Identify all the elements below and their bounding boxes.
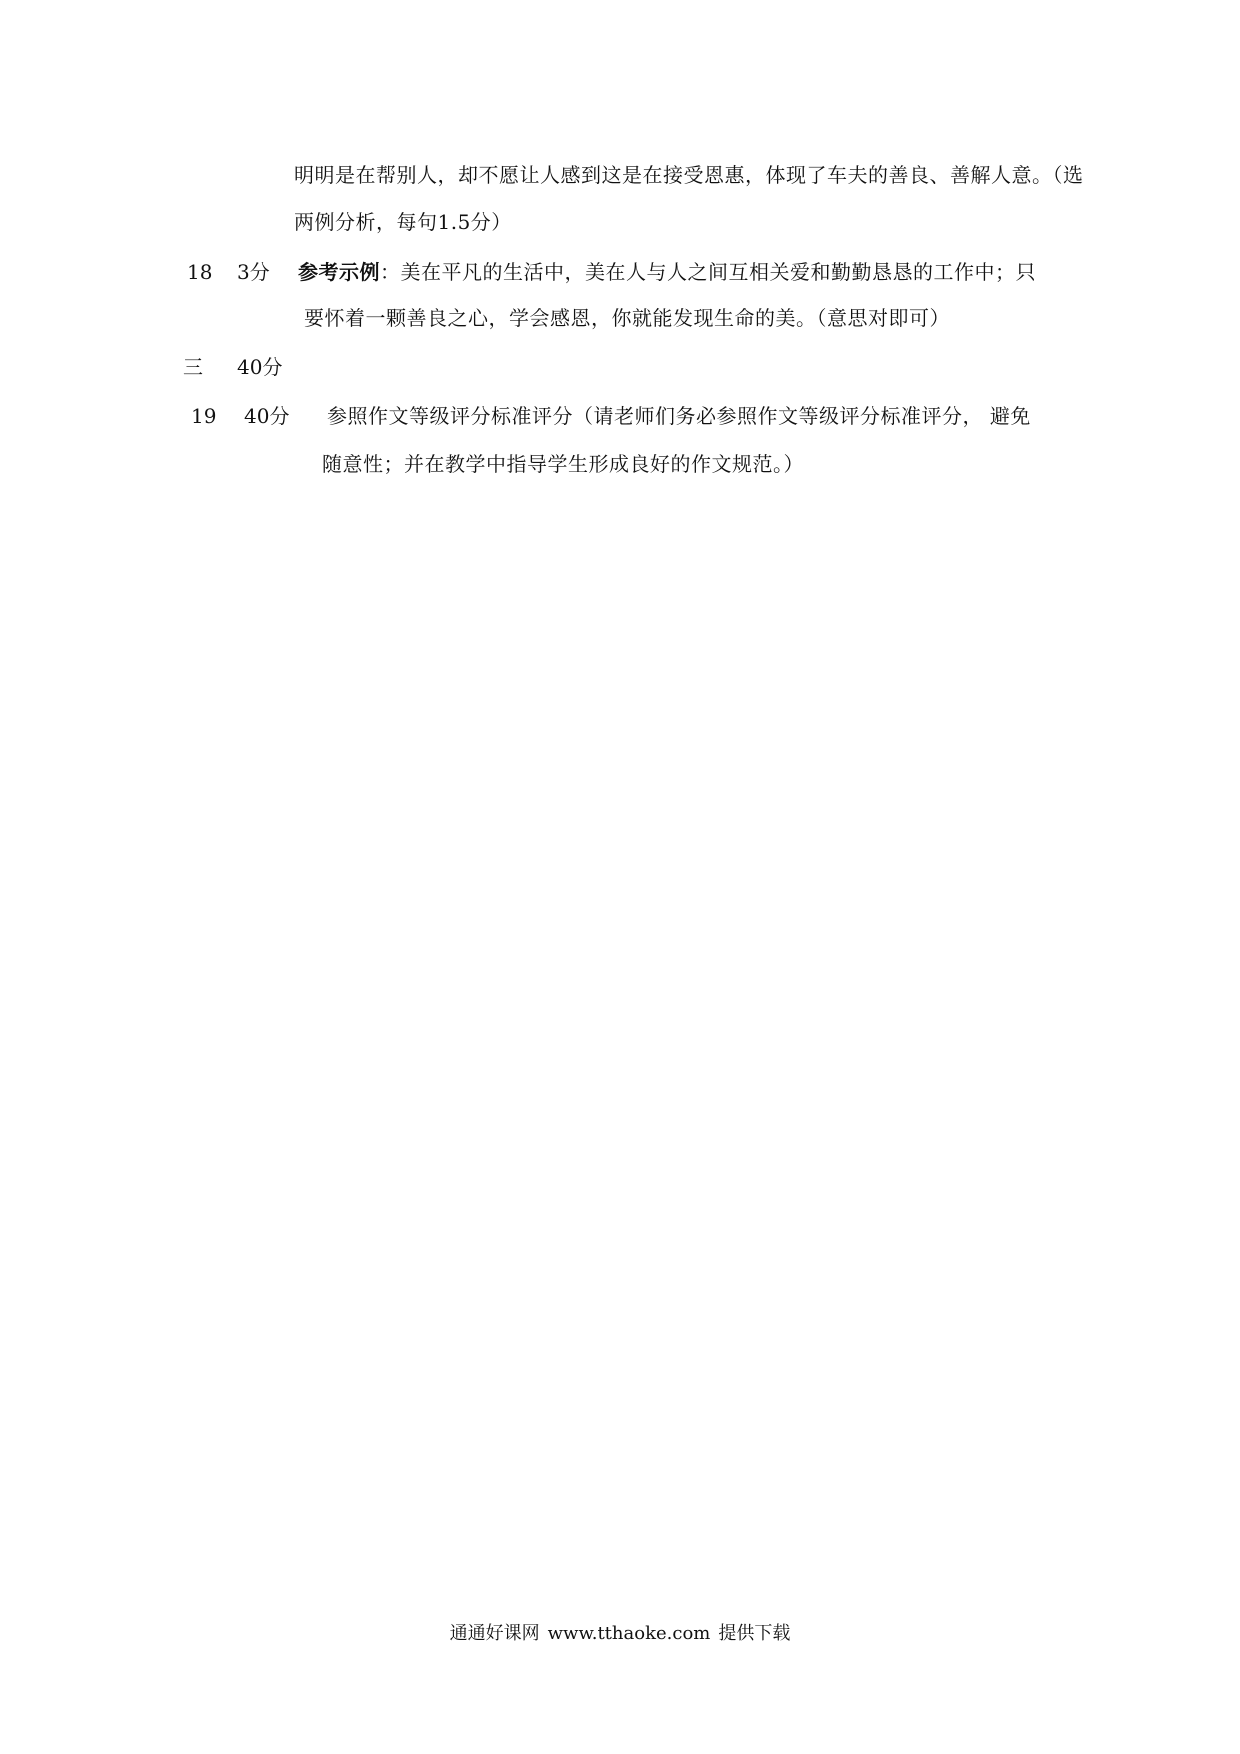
q19-number: 19 <box>191 404 217 428</box>
q18-score: 3分 <box>237 260 270 284</box>
q18-label: 参考示例 <box>298 260 380 284</box>
section3-score: 40分 <box>237 355 283 379</box>
footer-site-name: 通通好课网 <box>449 1623 540 1644</box>
q19-score: 40分 <box>244 404 290 428</box>
q18-line-2: 要怀着一颗善良之心，学会感恩，你就能发现生命的美。（意思对即可） <box>304 306 950 330</box>
q19-line-1: 参照作文等级评分标准评分（请老师们务必参照作文等级评分标准评分， 避免 <box>327 404 1031 428</box>
q17-line-2: 两例分析，每句1.5分） <box>294 210 512 234</box>
q18-line-1-text: ：美在平凡的生活中，美在人与人之间互相关爱和勤勤恳恳的工作中；只 <box>380 260 1036 284</box>
q19-line-2: 随意性；并在教学中指导学生形成良好的作文规范。） <box>322 452 804 476</box>
page-footer <box>0 1622 1240 1646</box>
q18-line-1 <box>298 259 1036 285</box>
q17-line-1: 明明是在帮别人，却不愿让人感到这是在接受恩惠，体现了车夫的善良、善解人意。（选 <box>294 163 1084 187</box>
q18-number: 18 <box>187 260 213 284</box>
footer-url[interactable]: www.tthaoke.com <box>547 1623 711 1644</box>
footer-suffix: 提供下载 <box>718 1623 791 1644</box>
section3-number: 三 <box>183 355 203 379</box>
